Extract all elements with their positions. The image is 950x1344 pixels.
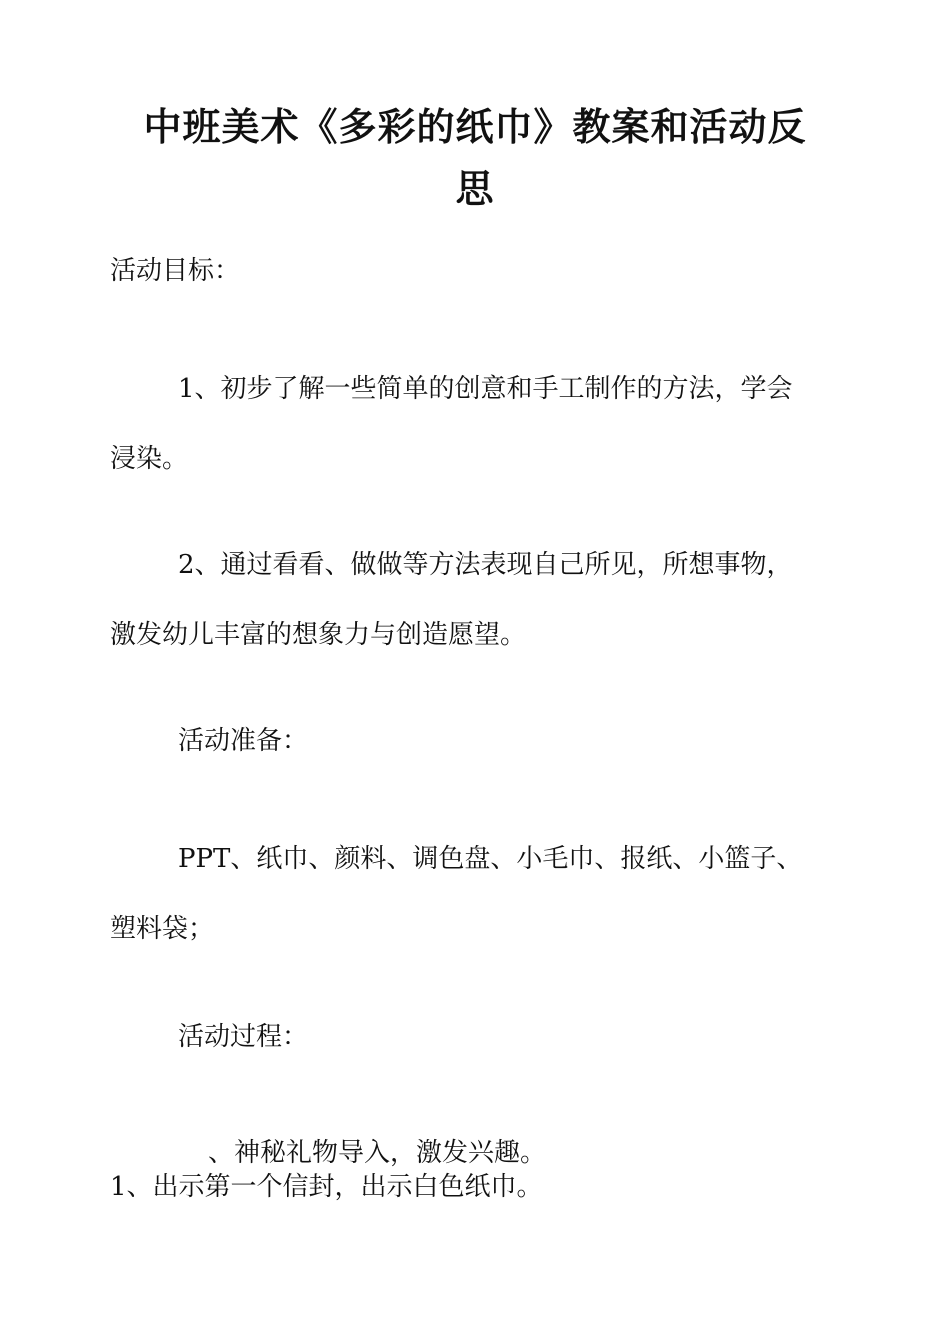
- materials-line-1: PPT、纸巾、颜料、调色盘、小毛巾、报纸、小篮子、: [178, 844, 803, 874]
- title-line-1: 中班美术《多彩的纸巾》教案和活动反: [143, 105, 807, 149]
- goal-2-line-1: 2、通过看看、做做等方法表现自己所见，所想事物，: [178, 550, 793, 580]
- process-heading: 活动过程：: [178, 1022, 309, 1052]
- goals-heading: 活动目标：: [110, 256, 241, 286]
- process-step-1: 1、出示第一个信封，出示白色纸巾。: [110, 1172, 543, 1202]
- goal-2-line-2: 激发幼儿丰富的想象力与创造愿望。: [110, 620, 527, 650]
- goal-2-paragraph: [110, 536, 820, 664]
- materials-paragraph: [110, 830, 820, 958]
- preparation-heading: 活动准备：: [178, 726, 309, 756]
- title-line-2: 思: [455, 167, 495, 211]
- goal-1-paragraph: [110, 360, 820, 488]
- materials-line-2: 塑料袋；: [110, 914, 215, 944]
- document-title: [110, 96, 840, 220]
- process-step-intro: 、神秘礼物导入，激发兴趣。: [208, 1138, 547, 1168]
- goal-1-line-1: 1、初步了解一些简单的创意和手工制作的方法，学会: [178, 374, 793, 404]
- goal-1-line-2: 浸染。: [110, 444, 189, 474]
